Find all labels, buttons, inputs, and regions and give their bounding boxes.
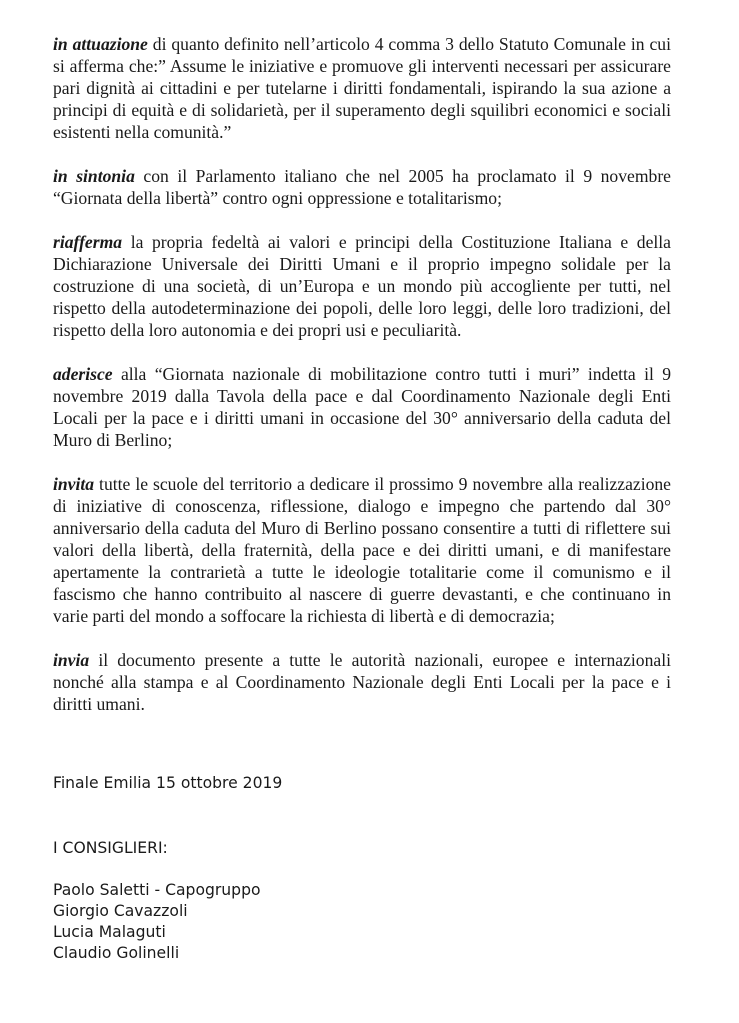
signatory: Claudio Golinelli (53, 944, 180, 962)
place-date: Finale Emilia 15 ottobre 2019 (53, 774, 283, 792)
signatories-list (53, 880, 261, 964)
paragraph-keyword: in sintonia (53, 166, 135, 186)
paragraph-keyword: aderisce (53, 364, 113, 384)
signatories-heading: I CONSIGLIERI: (53, 839, 168, 857)
paragraph-keyword: invia (53, 650, 90, 670)
paragraph-text: con il Parlamento italiano che nel 2005 ha proclamato il 9 novembre “Giornata della libertà” contro ogni oppressione e totalitarismo; (53, 166, 671, 208)
paragraph-keyword: in attuazione (53, 34, 148, 54)
paragraph-text: il documento presente a tutte le autorità nazionali, europee e internazionali nonché alla stampa e al Coordinamento Nazionale degli Enti Locali per la pace e i diritti umani. (53, 650, 671, 714)
paragraph-sintonia (53, 165, 671, 209)
paragraph-attuazione (53, 33, 671, 143)
signatory: Lucia Malaguti (53, 923, 166, 941)
paragraph-keyword: riafferma (53, 232, 123, 252)
paragraph-keyword: invita (53, 474, 95, 494)
paragraph-text: di quanto definito nell’articolo 4 comma 3 dello Statuto Comunale in cui si afferma che:” Assume le iniziative e promuove gli interventi necessari per assicurare pari dignità ai cittadini e per tutelarne i diritti fondamentali, ispirando la sua azione a principi di equità e di solidarietà, per il superamento degli squilibri economici e sociali esistenti nella comunità.” (53, 34, 671, 142)
paragraph-text: tutte le scuole del territorio a dedicare il prossimo 9 novembre alla realizzazione di iniziative di conoscenza, riflessione, dialogo e impegno che partendo dal 30° anniversario della caduta del Muro di Berlino possano consentire a tutti di riflettere sui valori della libertà, della fraternità, della pace e dei diritti umani, e di manifestare apertamente la contrarietà a tutte le ideologie totalitarie come il comunismo e il fascismo che hanno contribuito al nascere di guerre devastanti, e che continuano in varie parti del mondo a soffocare la richiesta di libertà e di democrazia; (53, 474, 671, 626)
paragraph-text: la propria fedeltà ai valori e principi della Costituzione Italiana e della Dichiarazione Universale dei Diritti Umani e il proprio impegno solidale per la costruzione di una società, di un’Europa e un mondo più accogliente per tutti, nel rispetto della autodeterminazione dei popoli, delle loro leggi, delle loro tradizioni, del rispetto della loro autonomia e dei propri usi e peculiarità. (53, 232, 671, 340)
signatory: Giorgio Cavazzoli (53, 902, 188, 920)
paragraph-riafferma (53, 231, 671, 341)
document-body (53, 33, 671, 737)
signatory: Paolo Saletti - Capogruppo (53, 881, 261, 899)
paragraph-aderisce (53, 363, 671, 451)
paragraph-invia (53, 649, 671, 715)
paragraph-text: alla “Giornata nazionale di mobilitazione contro tutti i muri” indetta il 9 novembre 2019 dalla Tavola della pace e dal Coordinamento Nazionale degli Enti Locali per la pace e i diritti umani in occasione del 30° anniversario della caduta del Muro di Berlino; (53, 364, 671, 450)
paragraph-invita (53, 473, 671, 627)
